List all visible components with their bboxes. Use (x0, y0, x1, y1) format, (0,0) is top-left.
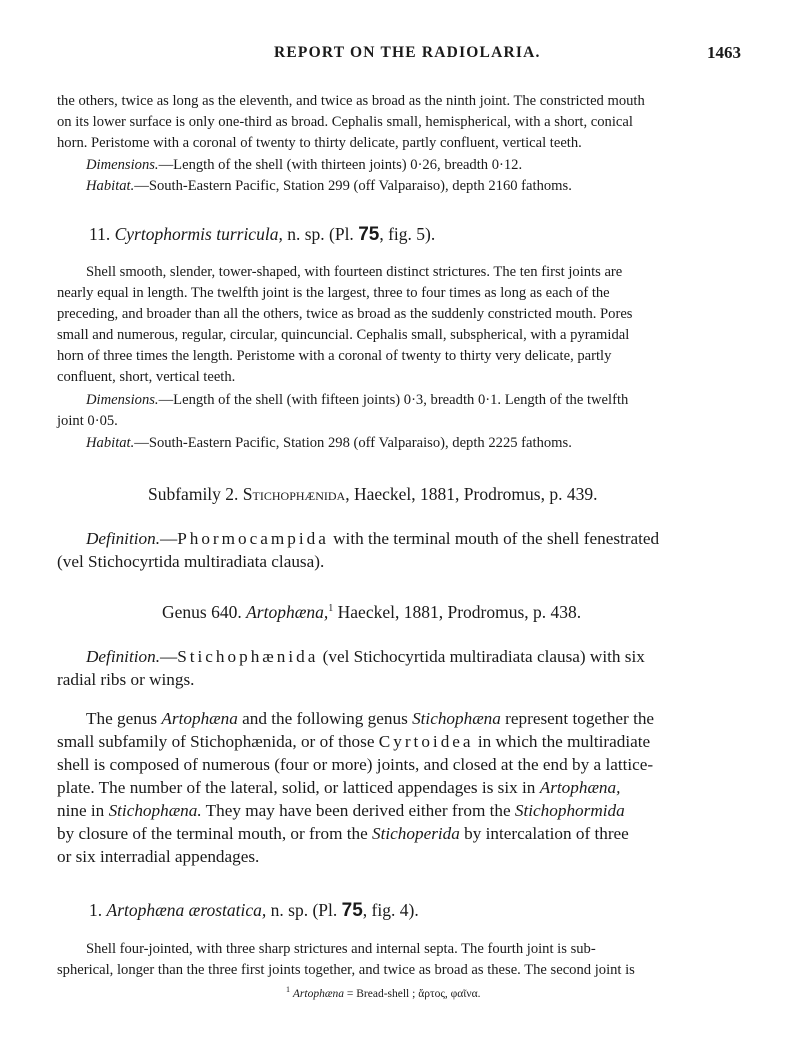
definition-dash: — (160, 647, 178, 666)
habitat-line (86, 433, 572, 454)
text-line: (vel Stichocyrtida multiradiata clausa). (57, 552, 325, 571)
text-line: radial ribs or wings. (57, 670, 195, 689)
text-line: Shell four-jointed, with three sharp strictures and internal septa. The fourth joint is sub- (86, 941, 596, 957)
text-line: Shell smooth, slender, tower-shaped, with fourteen distinct strictures. The ten first joints are (86, 264, 623, 280)
taxon-name: Artophæna, (539, 778, 621, 797)
genus-citation: Haeckel, 1881, Prodromus, p. 438. (333, 602, 582, 622)
footnote-number: 1 (286, 985, 290, 994)
taxon-name: Stichophæna. (108, 801, 202, 820)
footnote-term: Artophæna (292, 987, 344, 1000)
text-run: by closure of the terminal mouth, or from the (57, 824, 373, 843)
taxon-name: Artophæna (161, 709, 238, 728)
text-line: spherical, longer than the three first joints together, and twice as broad as these. The second joint is (57, 962, 635, 978)
subfamily-citation: , Haeckel, 1881, Prodromus, p. 439. (345, 484, 598, 504)
text-line: nearly equal in length. The twelfth joint is the largest, three to four times as long as each of the (57, 285, 610, 301)
text-run: represent together the (500, 709, 655, 728)
definition-dash: — (160, 529, 178, 548)
species-heading (89, 224, 435, 246)
heading-text: n. sp. (Pl. (282, 224, 359, 244)
dimensions-text: —Length of the shell (with fifteen joints) 0·3, breadth 0·1. Length of the twelfth (158, 392, 629, 408)
text-line: small and numerous, regular, circular, quincuncial. Cephalis small, subspherical, with a pyramidal (57, 327, 630, 343)
figure-ref: , fig. 5). (379, 224, 436, 244)
taxon-name: Stichoperida (372, 824, 460, 843)
habitat-label: Habitat. (86, 178, 135, 194)
subfamily-name: Stichophænida (242, 484, 346, 504)
plate-number: 75 (341, 900, 363, 921)
text-line (57, 822, 629, 845)
plate-number: 75 (358, 224, 380, 245)
genus-heading (162, 602, 581, 623)
taxon-name: Cyrtoidea (378, 732, 474, 751)
text-line: the others, twice as long as the eleventh, and twice as broad as the ninth joint. The constricted mouth (57, 93, 645, 109)
figure-ref: , fig. 4). (362, 900, 419, 920)
text-line (57, 730, 650, 753)
footnote-text: = Bread-shell ; ἄρτος, φαῖνα. (344, 987, 481, 1000)
species-name: Artophæna ærostatica, (106, 900, 267, 920)
running-title: REPORT ON THE RADIOLARIA. (274, 44, 541, 61)
footnote-mark: 1 (328, 603, 334, 615)
text-line: horn of three times the length. Peristome with a coronal of twenty to thirty very delicate, partly (57, 348, 612, 364)
dimensions-line (86, 390, 628, 411)
definition-label: Definition. (86, 529, 160, 548)
text-run: and the following genus (237, 709, 413, 728)
text-line (86, 707, 654, 730)
definition-label: Definition. (86, 647, 160, 666)
genus-name: Artophæna, (246, 602, 329, 622)
text-run: small subfamily of Stichophænida, or of those (57, 732, 379, 751)
habitat-label: Habitat. (86, 435, 135, 451)
text-line (57, 799, 625, 822)
taxon-name: Stichophormida (514, 801, 625, 820)
text-run: The genus (86, 709, 162, 728)
definition-line (86, 527, 659, 550)
text-run: plate. The number of the lateral, solid, or latticed appendages is six in (57, 778, 540, 797)
text-line: on its lower surface is only one-third as broad. Cephalis small, hemispherical, with a short, conical (57, 114, 633, 130)
text-line: joint 0·05. (57, 413, 118, 429)
dimensions-label: Dimensions. (86, 157, 159, 173)
definition-line (86, 645, 645, 668)
text-line: shell is composed of numerous (four or more) joints, and closed at the end by a lattice- (57, 755, 654, 774)
taxon-name: Stichophæna (412, 709, 501, 728)
species-name: Cyrtophormis turricula, (114, 224, 283, 244)
habitat-text: —South-Eastern Pacific, Station 298 (off Valparaiso), depth 2225 fathoms. (134, 435, 572, 451)
footnote (286, 985, 480, 1000)
species-number: 1. (89, 900, 103, 920)
page-number: 1463 (707, 43, 741, 62)
text-run: They may have been derived either from the (201, 801, 515, 820)
habitat-line (86, 176, 572, 197)
species-number: 11. (89, 224, 111, 244)
subfamily-number: Subfamily 2. (148, 484, 239, 504)
definition-text: (vel Stichocyrtida multiradiata clausa) with six (318, 647, 645, 666)
definition-term: Stichophænida (177, 647, 319, 666)
dimensions-text: —Length of the shell (with thirteen joints) 0·26, breadth 0·12. (158, 157, 523, 173)
heading-text: n. sp. (Pl. (266, 900, 342, 920)
text-run: in which the multiradiate (473, 732, 651, 751)
subfamily-heading (148, 484, 597, 505)
text-run: by intercalation of three (459, 824, 629, 843)
genus-number: Genus 640. (162, 602, 242, 622)
text-line (57, 776, 620, 799)
text-run: nine in (57, 801, 109, 820)
text-line: confluent, short, vertical teeth. (57, 369, 236, 385)
dimensions-line (86, 155, 522, 176)
species-heading (89, 900, 419, 922)
text-line: or six interradial appendages. (57, 847, 260, 866)
definition-term: Phormocampida (177, 529, 329, 548)
habitat-text: —South-Eastern Pacific, Station 299 (off Valparaiso), depth 2160 fathoms. (134, 178, 572, 194)
definition-text: with the terminal mouth of the shell fenestrated (328, 529, 660, 548)
text-line: horn. Peristome with a coronal of twenty to thirty delicate, partly confluent, vertical teeth. (57, 135, 582, 151)
text-line: preceding, and broader than all the others, twice as broad as the suddenly constricted mouth. Pores (57, 306, 633, 322)
dimensions-label: Dimensions. (86, 392, 159, 408)
